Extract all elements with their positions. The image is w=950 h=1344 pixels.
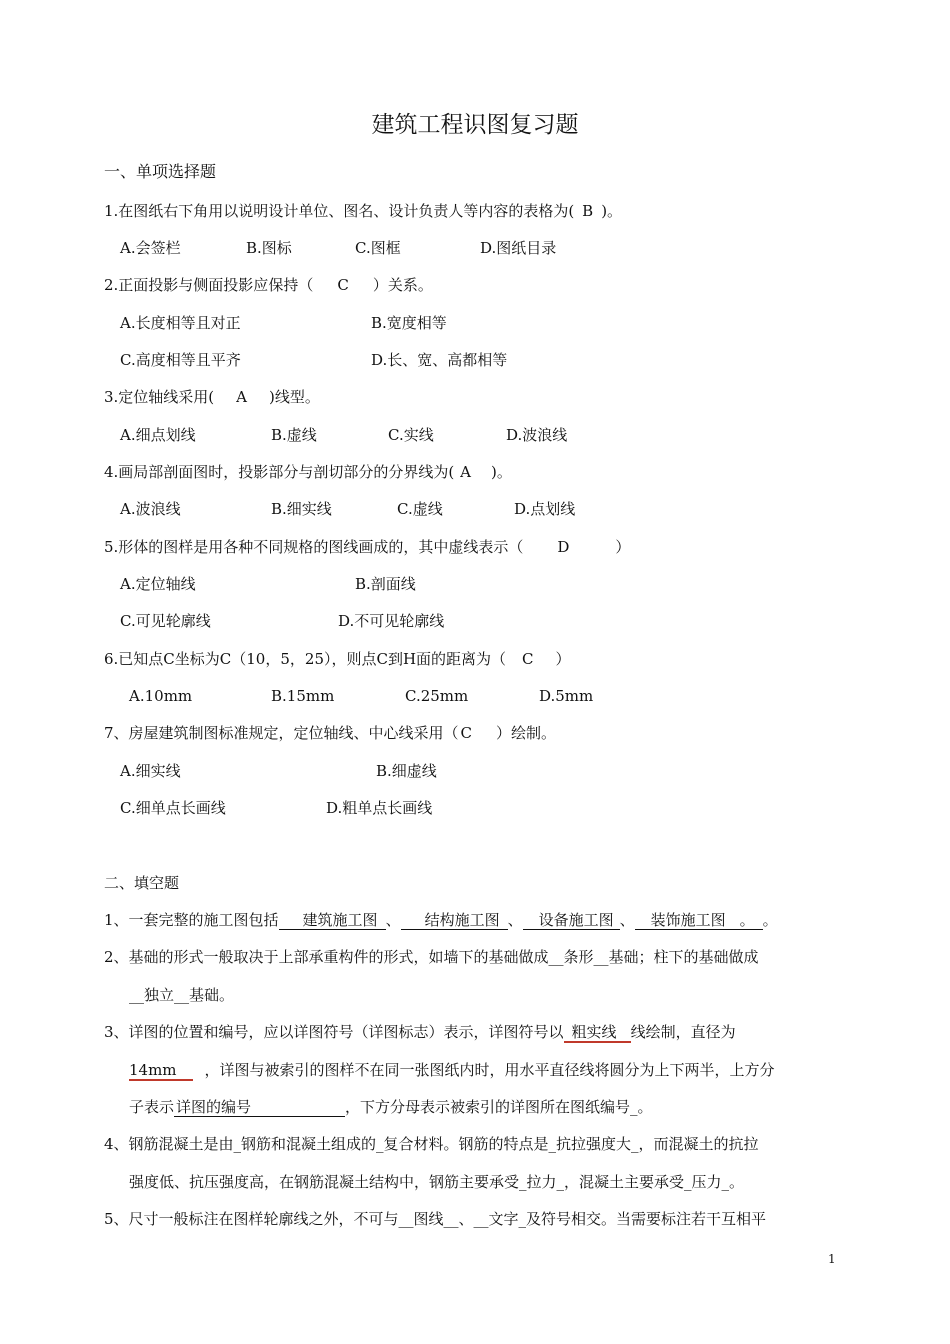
question-4 — [104, 462, 512, 482]
separator: 、 — [619, 911, 635, 929]
option: B.细虚线 — [376, 762, 437, 780]
section-heading-fill: 二、填空题 — [104, 874, 180, 892]
page-title: 建筑工程识图复习题 — [371, 112, 579, 138]
answer-blank: 结构施工图 — [401, 911, 508, 930]
fill-question-3-line2 — [129, 1060, 775, 1081]
question-text: ，详图与被索引的图样不在同一张图纸内时，用水平直径线将圆分为上下两半，上方分 — [204, 1061, 775, 1079]
option: B.宽度相等 — [371, 314, 447, 332]
option: D.波浪线 — [506, 426, 568, 444]
fill-question-5-line1: 5、尺寸一般标注在图样轮廓线之外，不可与__图线__、__文字_及符号相交。当需要标注若干互相平 — [104, 1210, 767, 1228]
fill-question-2-line1: 2、基础的形式一般取决于上部承重构件的形式，如墙下的基础做成__条形__基础；柱下的基础做成 — [104, 948, 759, 966]
question-2 — [104, 275, 433, 295]
option: B.细实线 — [271, 500, 332, 518]
question-end: ）关系。 — [372, 276, 433, 294]
fill-question-1 — [104, 910, 778, 930]
option: C.高度相等且平齐 — [120, 351, 241, 369]
option: A.细实线 — [120, 762, 181, 780]
question-end: )。 — [491, 463, 512, 481]
question-3 — [104, 387, 320, 407]
question-1 — [104, 201, 622, 221]
question-end: ） — [555, 650, 571, 668]
answer: A — [236, 388, 248, 406]
question-text: ，下方分母表示被索引的详图所在图纸编号_。 — [345, 1098, 653, 1116]
option: A.会签栏 — [120, 239, 181, 257]
question-end: 。 — [762, 911, 778, 929]
answer: D — [557, 538, 570, 556]
option: C.细单点长画线 — [120, 799, 226, 817]
question-7 — [104, 723, 556, 743]
question-stem: 3.定位轴线采用( — [104, 388, 215, 406]
answer-blank: 14mm — [129, 1061, 193, 1081]
question-stem: 5.形体的图样是用各种不同规格的图线画成的，其中虚线表示（ — [104, 538, 524, 556]
option: D.粗单点长画线 — [326, 799, 433, 817]
fill-question-2-line2: __独立__基础。 — [129, 986, 235, 1004]
question-5 — [104, 537, 630, 557]
question-end: ） — [615, 538, 631, 556]
question-text: 3、详图的位置和编号，应以详图符号（详图标志）表示，详图符号以 — [104, 1023, 564, 1041]
question-stem: 6.已知点C坐标为C（10，5，25），则点C到H面的距离为（ — [104, 650, 507, 668]
separator: 、 — [507, 911, 523, 929]
option: D.不可见轮廓线 — [338, 612, 445, 630]
page-number: 1 — [828, 1252, 836, 1266]
option: C.虚线 — [397, 500, 443, 518]
answer: C — [522, 650, 534, 668]
fill-question-4-line1: 4、钢筋混凝土是由_钢筋和混凝土组成的_复合材料。钢筋的特点是_抗拉强度大_，而混凝土的抗拉 — [104, 1135, 759, 1153]
option: A.细点划线 — [120, 426, 196, 444]
option: C.实线 — [388, 426, 434, 444]
option: C.可见轮廓线 — [120, 612, 211, 630]
fill-question-3-line3 — [129, 1097, 653, 1117]
answer: B — [582, 202, 594, 220]
question-end: ）绘制。 — [496, 724, 557, 742]
question-text: 线绘制，直径为 — [630, 1023, 736, 1041]
option: D.点划线 — [514, 500, 576, 518]
answer-blank: 详图的编号 — [174, 1098, 345, 1117]
question-stem: 2.正面投影与侧面投影应保持（ — [104, 276, 314, 294]
answer-tail: 。 — [732, 911, 763, 930]
option: A.波浪线 — [120, 500, 181, 518]
question-end: )线型。 — [269, 388, 320, 406]
question-text: 子表示 — [129, 1098, 175, 1116]
question-end: )。 — [601, 202, 623, 220]
section-heading-choice: 一、单项选择题 — [104, 162, 217, 181]
question-stem: 4.画局部剖面图时，投影部分与剖切部分的分界线为( — [104, 463, 455, 481]
option: C.图框 — [355, 239, 401, 257]
question-stem: 1.在图纸右下角用以说明设计单位、图名、设计负责人等内容的表格为( — [104, 202, 575, 220]
option: B.虚线 — [271, 426, 317, 444]
answer-blank: 粗实线 — [564, 1023, 631, 1043]
question-6 — [104, 649, 571, 669]
answer: A — [460, 463, 472, 481]
answer: C — [460, 724, 473, 742]
question-stem: 7、房屋建筑制图标准规定，定位轴线、中心线采用（ — [104, 724, 459, 742]
option: B.剖面线 — [355, 575, 416, 593]
answer-blank: 装饰施工图 — [635, 911, 732, 930]
option: D.5mm — [539, 687, 594, 705]
answer-blank: 设备施工图 — [523, 911, 620, 930]
answer-blank: 建筑施工图 — [279, 911, 386, 930]
fill-question-3-line1 — [104, 1022, 736, 1043]
question-text: 1、一套完整的施工图包括 — [104, 911, 279, 929]
option: D.长、宽、高都相等 — [371, 351, 508, 369]
fill-question-4-line2: 强度低、抗压强度高，在钢筋混凝土结构中，钢筋主要承受_拉力_，混凝土主要承受_压力_。 — [129, 1173, 745, 1191]
option: D.图纸目录 — [480, 239, 557, 257]
option: B.15mm — [271, 687, 335, 705]
separator: 、 — [385, 911, 401, 929]
option: A.10mm — [129, 687, 193, 705]
option: A.定位轴线 — [120, 575, 196, 593]
option: C.25mm — [405, 687, 469, 705]
answer: C — [337, 276, 349, 294]
option: B.图标 — [246, 239, 292, 257]
option: A.长度相等且对正 — [120, 314, 241, 332]
